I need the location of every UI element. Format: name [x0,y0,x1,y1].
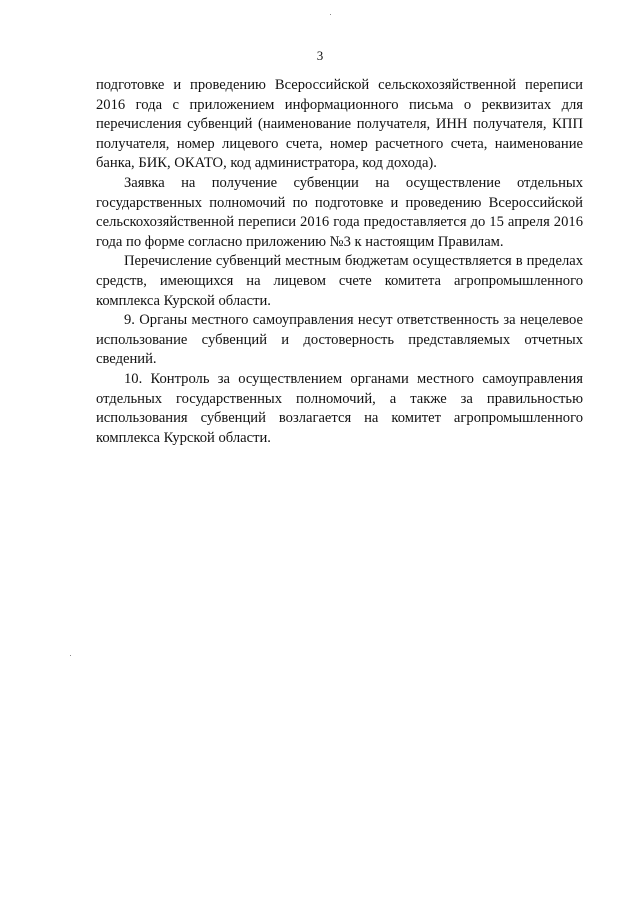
paragraph-subvention-transfer: Перечисление субвенций местным бюджетам осуществляется в пределах средств, имеющихся на лицевом счете комитета агропромышленного комплекса Курской области. [96,253,583,309]
paragraph-continuation: подготовке и проведению Всероссийской сельскохозяйственной переписи 2016 года с приложением информационного письма о реквизитах для перечисления субвенций (наименование получателя, ИНН получателя, КПП получателя, номер лицевого счета, номер расчетного счета, наименование банка, БИК, ОКАТО, код администратора, код дохода). [96,77,583,172]
paragraph-item-10: 10. Контроль за осуществлением органами местного самоуправления отдельных государственных полномочий, а также за правильностью использования субвенций возлагается на комитет агропромышленного комплекса Курской области. [96,370,583,446]
paragraph-subvention-request: Заявка на получение субвенции на осуществление отдельных государственных полномочий по подготовке и проведению Всероссийской сельскохозяйственной переписи 2016 года предоставляется до 15 апреля 2016 года по форме согласно приложению №3 к настоящим Правилам. [96,174,583,250]
document-body [96,76,583,448]
scan-speck [70,655,71,656]
paragraph-item-9: 9. Органы местного самоуправления несут ответственность за нецелевое использование субвенций и достоверность представляемых отчетных сведений. [96,312,583,368]
page-number: 3 [316,48,324,63]
scan-speck [330,14,331,15]
